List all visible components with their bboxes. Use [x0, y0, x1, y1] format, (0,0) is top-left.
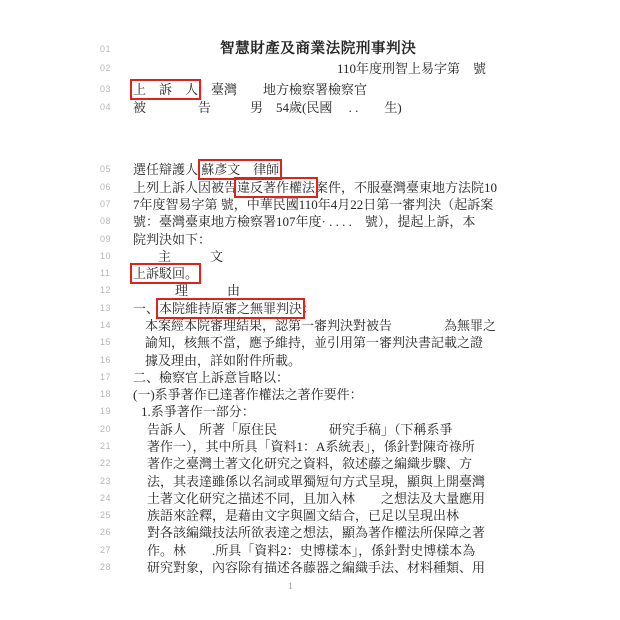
line-number: 22 — [100, 458, 112, 468]
line-number: 18 — [100, 389, 112, 399]
line-number: 05 — [100, 164, 112, 174]
text-segment: 臺灣 地方檢察署檢察官 — [198, 82, 368, 97]
doc-line-06 — [0, 179, 620, 196]
text-segment: 被 告 男 54歲(民國 . . 生) — [133, 100, 402, 115]
line-number: 04 — [100, 102, 112, 112]
text-segment: 選任辯護人 — [133, 162, 202, 177]
text-segment: 理 由 — [175, 283, 241, 298]
line-text — [133, 161, 279, 178]
line-text — [133, 81, 367, 98]
line-number: 12 — [100, 285, 112, 295]
line-number: 11 — [100, 268, 111, 278]
doc-line-09 — [0, 231, 620, 248]
line-text — [133, 386, 363, 403]
line-number: 17 — [100, 372, 112, 382]
line-number: 21 — [100, 441, 112, 451]
line-text — [147, 542, 475, 559]
line-number: 08 — [100, 216, 112, 226]
line-number: 13 — [100, 303, 112, 313]
text-segment: 告訴人 所著「原住民 研究手稿」（下稱系爭 — [147, 422, 453, 437]
line-text — [133, 231, 211, 248]
line-text — [147, 473, 485, 490]
text-segment: 一、 — [133, 301, 160, 316]
line-number: 07 — [100, 199, 112, 209]
doc-line-20 — [0, 421, 620, 438]
doc-line-18 — [0, 386, 620, 403]
doc-line-28 — [0, 559, 620, 576]
doc-line-27 — [0, 542, 620, 559]
line-text — [133, 213, 475, 230]
line-number: 28 — [100, 562, 112, 572]
line-text — [133, 300, 315, 317]
line-text — [147, 507, 459, 524]
text-segment: 對各該編織技法所欲表達之想法，顯為著作權法所保障之著 — [147, 525, 486, 540]
line-text — [141, 403, 255, 420]
line-text — [147, 559, 485, 576]
doc-line-11 — [0, 265, 620, 282]
line-number: 24 — [100, 493, 112, 503]
text-segment: 院判決如下： — [133, 232, 212, 247]
doc-line-04 — [0, 99, 620, 116]
text-segment: 智慧財產及商業法院刑事判決 — [220, 41, 417, 57]
line-text — [158, 248, 223, 265]
red-annotation-box: 違反著作權法 — [237, 180, 316, 195]
line-text — [133, 179, 497, 196]
text-segment: 110年度刑智上易字第 號 — [337, 61, 487, 76]
doc-line-16 — [0, 352, 620, 369]
line-number: 15 — [100, 337, 112, 347]
text-segment: ： — [302, 301, 316, 316]
text-segment: 法，其表達雖係以名詞或單獨短句方式呈現，顯與上開臺灣 — [147, 474, 486, 489]
doc-line-17 — [0, 369, 620, 386]
line-number: 10 — [100, 251, 112, 261]
line-text — [145, 352, 301, 369]
line-number: 20 — [100, 424, 112, 434]
text-segment: 主 文 — [158, 249, 224, 264]
line-number: 27 — [100, 545, 112, 555]
line-text — [147, 455, 472, 472]
text-segment: 號：臺灣臺東地方檢察署107年度· . . . . 號），提起上訴，本 — [133, 214, 476, 229]
doc-line-19 — [0, 403, 620, 420]
text-segment: 著作一），其中所具「資料1：A系統表」，係針對陳奇祿所 — [147, 439, 475, 454]
doc-line-03 — [0, 81, 620, 98]
doc-line-10 — [0, 248, 620, 265]
text-segment: 著作之臺灣土著文化研究之資料，敘述藤之編織步驟、方 — [147, 456, 473, 471]
text-segment: 作。林 .所具「資料2：史博樣本」，係針對史博樣本為 — [147, 543, 476, 558]
line-text — [145, 334, 483, 351]
doc-line-12 — [0, 282, 620, 299]
line-number: 01 — [100, 44, 112, 54]
text-segment: 諭知，核無不當，應予維持，並引用第一審判決書記載之證 — [145, 335, 484, 350]
text-segment: 上列上訴人因被告 — [133, 180, 238, 195]
red-annotation-box: 上 訴 人 — [133, 82, 199, 97]
text-segment: 據及理由，詳如附件所載。 — [145, 353, 302, 368]
text-segment: 7年度智易字第 號，中華民國110年4月22日第一審判決（起訴案 — [133, 197, 494, 212]
doc-line-01 — [0, 41, 620, 58]
line-number: 03 — [100, 84, 112, 94]
red-annotation-box: 本院維持原審之無罪判決 — [159, 301, 303, 316]
line-number: 02 — [100, 63, 112, 73]
line-number: 06 — [100, 182, 112, 192]
doc-line-26 — [0, 524, 620, 541]
doc-line-08 — [0, 213, 620, 230]
line-number: 14 — [100, 320, 112, 330]
line-number: 16 — [100, 355, 112, 365]
text-segment: 研究對象，內容除有描述各藤器之編織手法、材料種類、用 — [147, 560, 486, 575]
text-segment: 1.系爭著作一部分： — [141, 404, 255, 419]
line-text — [147, 438, 475, 455]
line-text — [133, 369, 289, 386]
line-text — [220, 41, 416, 58]
text-segment: 族語來詮釋，是藉由文字與圖文結合，已足以呈現出林 — [147, 508, 460, 523]
line-number: 09 — [100, 234, 112, 244]
line-number: 26 — [100, 527, 112, 537]
line-text — [337, 60, 486, 77]
line-text — [147, 490, 485, 507]
line-text — [133, 265, 198, 282]
doc-line-05 — [0, 161, 620, 178]
text-segment: 土著文化研究之描述不同，且加入林 之想法及大量應用 — [147, 491, 486, 506]
doc-line-02 — [0, 60, 620, 77]
doc-line-15 — [0, 334, 620, 351]
doc-line-25 — [0, 507, 620, 524]
doc-line-13 — [0, 300, 620, 317]
text-segment: 二、檢察官上訴意旨略以： — [133, 370, 290, 385]
text-segment: (一)系爭著作已達著作權法之著作要件： — [133, 387, 363, 402]
doc-line-24 — [0, 490, 620, 507]
page-number: 1 — [288, 582, 293, 592]
doc-line-23 — [0, 473, 620, 490]
red-annotation-box: 蘇彥文 律師 — [201, 162, 280, 177]
text-segment: 案件，不服臺灣臺東地方法院10 — [315, 180, 498, 195]
doc-line-14 — [0, 317, 620, 334]
line-number: 23 — [100, 476, 112, 486]
text-segment: 本案經本院審理結果，認第一審判決對被告 為無罪之 — [145, 318, 497, 333]
line-text — [175, 282, 240, 299]
doc-line-07 — [0, 196, 620, 213]
line-number: 19 — [100, 406, 112, 416]
line-text — [133, 196, 493, 213]
line-text — [133, 99, 402, 116]
line-text — [147, 524, 485, 541]
line-number: 25 — [100, 510, 112, 520]
red-annotation-box: 上訴駁回。 — [133, 266, 199, 281]
doc-line-22 — [0, 455, 620, 472]
line-text — [147, 421, 453, 438]
line-text — [145, 317, 496, 334]
doc-line-21 — [0, 438, 620, 455]
